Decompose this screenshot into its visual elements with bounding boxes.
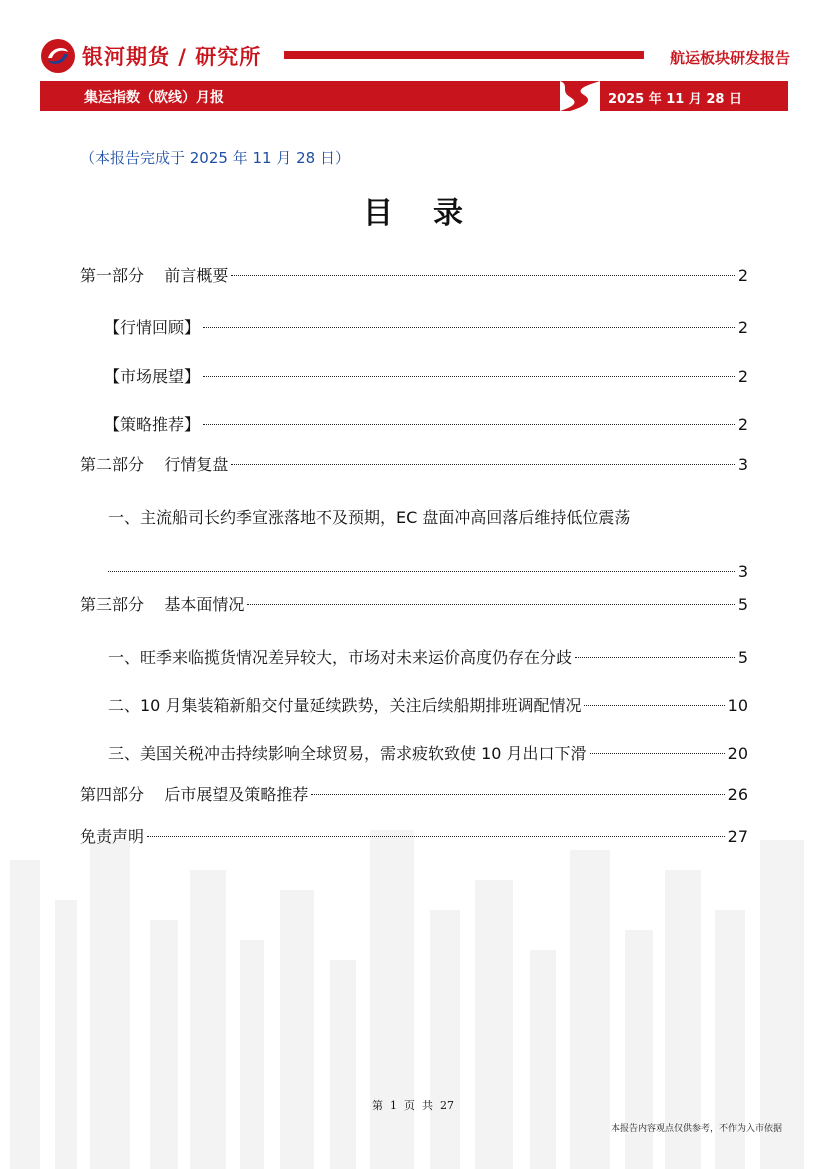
banner-date: 2025 年 11 月 28 日 (608, 92, 742, 107)
toc-entry-page: 5 (737, 595, 748, 614)
toc-leader (231, 464, 734, 465)
toc-entry-label: 【行情回顾】 (104, 318, 201, 337)
toc-entry-label: 第三部分 基本面情况 (80, 595, 245, 614)
page-number: 第 1 页 共 27 (372, 1099, 454, 1112)
toc-leader (203, 424, 735, 425)
footer-disclaimer: 本报告内容观点仅供参考，不作为入市依据 (610, 1124, 782, 1134)
toc-leader (584, 705, 724, 706)
toc-entry-page: 10 (727, 696, 748, 715)
toc-entry-page: 27 (727, 827, 748, 846)
toc-leader (108, 571, 735, 572)
toc-leader (203, 376, 735, 377)
toc-entry[interactable] (108, 695, 748, 717)
toc-entry-page: 2 (737, 367, 748, 386)
toc-leader (575, 657, 735, 658)
toc-entry-page: 2 (737, 415, 748, 434)
toc-entry-label: 三、美国关税冲击持续影响全球贸易，需求疲软致使 10 月出口下滑 (108, 744, 587, 763)
toc-leader (203, 327, 735, 328)
toc-title: 目录 (363, 196, 503, 231)
toc-entry-page: 2 (737, 318, 748, 337)
toc-leader (590, 753, 725, 754)
toc-entry-label: 【市场展望】 (104, 367, 201, 386)
toc-entry-long[interactable] (108, 507, 748, 583)
galaxy-futures-logo (40, 38, 76, 74)
toc-entry-label: 第四部分 后市展望及策略推荐 (80, 785, 309, 804)
toc-entry[interactable] (80, 826, 748, 848)
toc-entry-page: 20 (727, 744, 748, 763)
toc-entry[interactable] (104, 317, 748, 339)
toc-leader (247, 604, 734, 605)
toc-entry-page: 3 (737, 562, 748, 581)
report-category: 航运板块研发报告 (669, 49, 790, 67)
toc-entry-label: 免责声明 (80, 827, 145, 846)
toc-entry-label: 一、主流船司长约季宣涨落地不及预期，EC 盘面冲高回落后维持低位震荡 (108, 508, 631, 527)
toc-entry[interactable] (108, 743, 748, 765)
toc-entry-label: 一、旺季来临揽货情况差异较大，市场对未来运价高度仍存在分歧 (108, 648, 573, 667)
toc-entry-page: 2 (737, 266, 748, 285)
toc-entry[interactable] (104, 414, 748, 436)
toc-leader (311, 794, 724, 795)
toc-leader (147, 836, 725, 837)
toc-entry[interactable] (80, 784, 748, 806)
toc-entry-label: 第二部分 行情复盘 (80, 455, 229, 474)
toc-entry[interactable] (108, 647, 748, 669)
toc-entry[interactable] (80, 454, 748, 476)
brand-name: 银河期货 / 研究所 (82, 45, 262, 69)
toc-entry-page: 26 (727, 785, 748, 804)
completion-note: （本报告完成于 2025 年 11 月 28 日） (80, 149, 350, 167)
toc-entry[interactable] (80, 594, 748, 616)
banner-title: 集运指数（欧线）月报 (84, 90, 224, 106)
header-banner (40, 81, 788, 111)
toc-entry-page: 5 (737, 648, 748, 667)
toc-entry-page: 3 (737, 455, 748, 474)
toc-entry[interactable] (80, 265, 748, 287)
toc-leader (231, 275, 734, 276)
toc-entry-label: 二、10 月集装箱新船交付量延续跌势，关注后续船期排班调配情况 (108, 696, 582, 715)
toc-entry[interactable] (104, 366, 748, 388)
toc-entry-label: 【策略推荐】 (104, 415, 201, 434)
toc-entry-label: 第一部分 前言概要 (80, 266, 229, 285)
header-red-bar (284, 51, 644, 59)
city-skyline-watermark (0, 800, 826, 1169)
